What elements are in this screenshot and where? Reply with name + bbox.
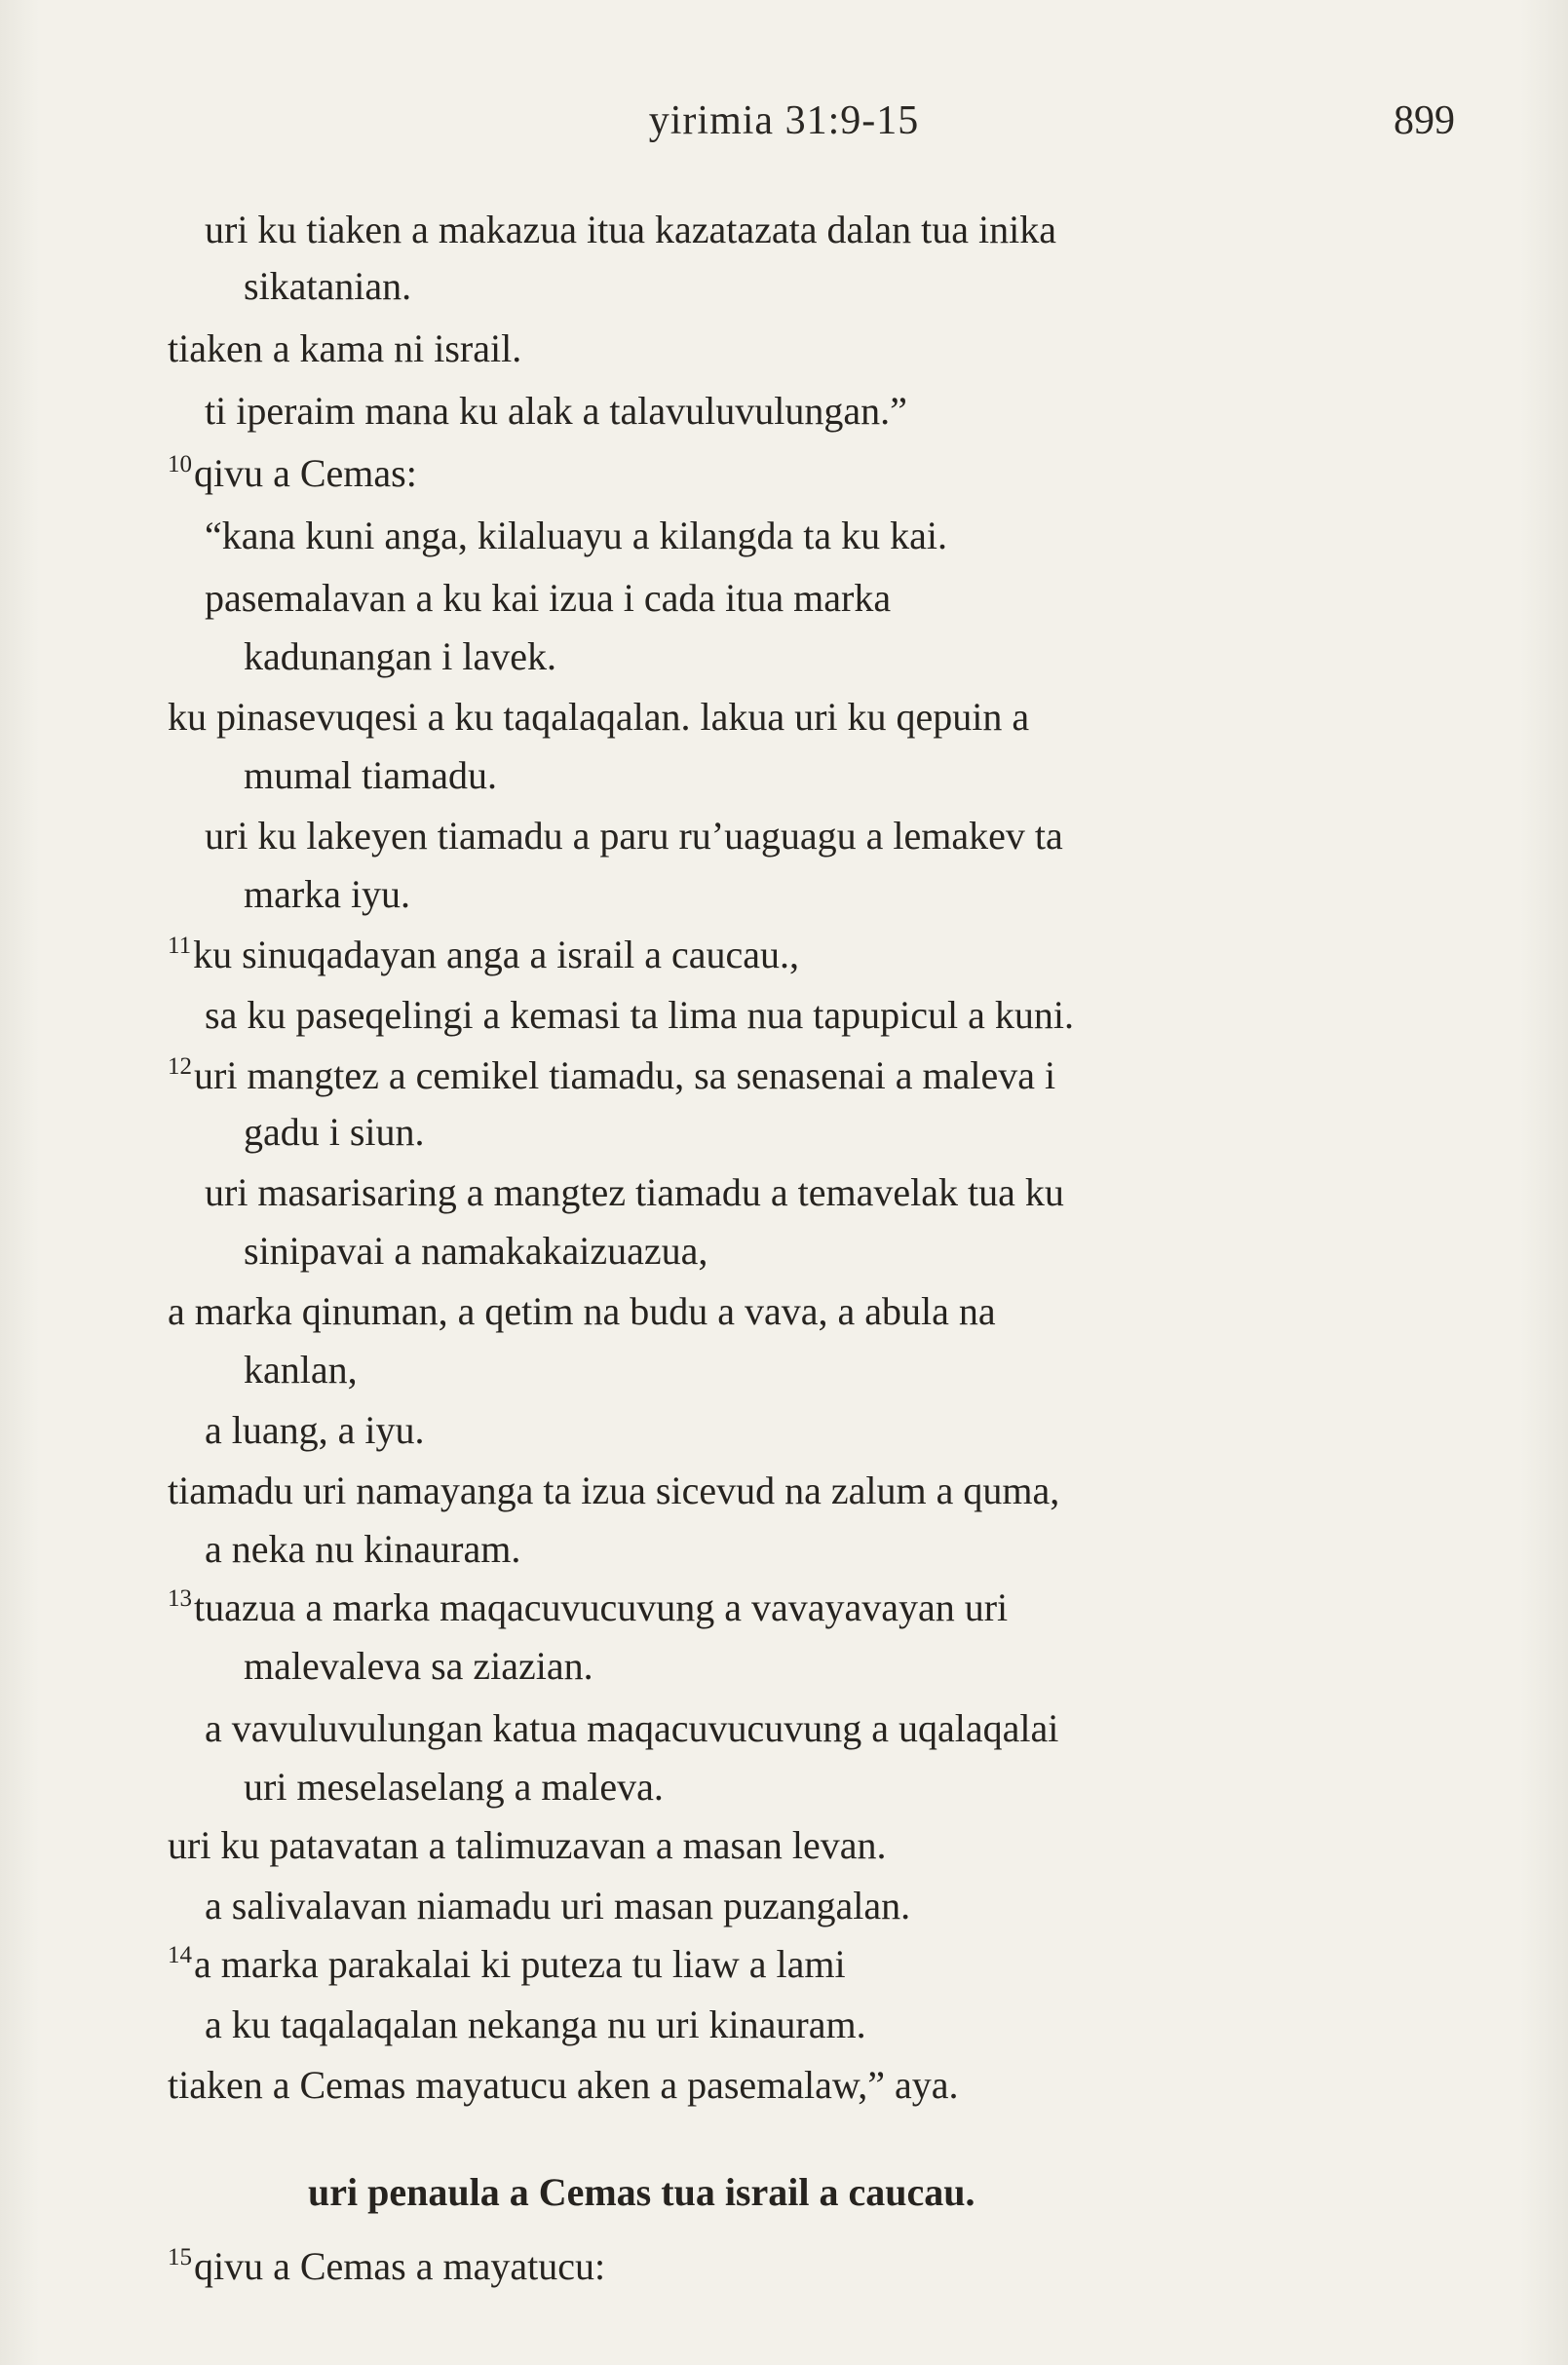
verse-line bbox=[168, 1822, 886, 1869]
verse-line bbox=[244, 871, 410, 918]
line-text: uri ku patavatan a talimuzavan a masan levan. bbox=[168, 1823, 887, 1867]
line-text: a vavuluvulungan katua maqacuvucuvung a uqalaqalai bbox=[205, 1706, 1059, 1750]
verse-line bbox=[168, 1288, 996, 1335]
verse-line bbox=[168, 2243, 605, 2296]
line-text: uri meselaselang a maleva. bbox=[244, 1765, 664, 1809]
line-text: mumal tiamadu. bbox=[244, 753, 497, 797]
line-text: uri mangtez a cemikel tiamadu, sa senasenai a maleva i bbox=[194, 1053, 1056, 1097]
verse-line bbox=[168, 1468, 1059, 1514]
section-heading bbox=[308, 2169, 975, 2216]
verse-line bbox=[168, 1584, 1008, 1637]
line-text: tiaken a Cemas mayatucu aken a pasemalaw,” aya. bbox=[168, 2063, 959, 2107]
verse-line bbox=[244, 263, 411, 310]
verse-line bbox=[205, 1526, 520, 1573]
verse-line bbox=[205, 1407, 425, 1454]
line-text: a marka parakalai ki puteza tu liaw a lami bbox=[194, 1942, 846, 1986]
line-text: a neka nu kinauram. bbox=[205, 1527, 521, 1571]
verse-line bbox=[205, 388, 907, 435]
line-text: uri ku tiaken a makazua itua kazatazata dalan tua inika bbox=[205, 208, 1057, 251]
verse-line bbox=[205, 992, 1074, 1039]
verse-line bbox=[168, 1052, 1055, 1105]
verse-line bbox=[205, 813, 1063, 859]
verse-line bbox=[205, 1883, 910, 1929]
verse-line bbox=[244, 1109, 425, 1156]
page-number: 899 bbox=[1394, 98, 1455, 143]
verse-number: 11 bbox=[168, 933, 192, 959]
line-text: ku sinuqadayan anga a israil a caucau., bbox=[193, 933, 800, 976]
line-text: tiaken a kama ni israil. bbox=[168, 326, 522, 370]
line-text: ti iperaim mana ku alak a talavuluvulungan.” bbox=[205, 389, 907, 433]
heading-text: uri penaula a Cemas tua israil a caucau. bbox=[308, 2170, 975, 2214]
line-text: qivu a Cemas: bbox=[194, 451, 417, 495]
line-text: tiamadu uri namayanga ta izua sicevud na zalum a quma, bbox=[168, 1469, 1060, 1512]
verse-line bbox=[168, 694, 1029, 741]
verse-line bbox=[168, 1941, 846, 1994]
line-text: ku pinasevuqesi a ku taqalaqalan. lakua uri ku qepuin a bbox=[168, 695, 1030, 739]
verse-line bbox=[205, 1169, 1064, 1216]
verse-line bbox=[244, 633, 556, 680]
verse-line bbox=[205, 575, 891, 622]
line-text: a ku taqalaqalan nekanga nu uri kinauram. bbox=[205, 2003, 866, 2046]
line-text: sinipavai a namakakaizuazua, bbox=[244, 1229, 708, 1273]
verse-line bbox=[168, 2062, 958, 2109]
verse-number: 10 bbox=[168, 451, 192, 477]
verse-line bbox=[244, 1347, 358, 1393]
verse-line bbox=[244, 752, 497, 799]
verse-number: 14 bbox=[168, 1942, 192, 1968]
verse-number: 13 bbox=[168, 1585, 192, 1612]
verse-line bbox=[168, 450, 417, 503]
line-text: tuazua a marka maqacuvucuvung a vavayavayan uri bbox=[194, 1585, 1009, 1629]
line-text: marka iyu. bbox=[244, 872, 411, 916]
running-header-title: yirimia 31:9-15 bbox=[648, 98, 920, 143]
verse-line bbox=[205, 513, 947, 559]
verse-line bbox=[244, 1643, 593, 1690]
verse-line bbox=[168, 325, 521, 372]
verse-line bbox=[205, 2002, 866, 2048]
verse-line bbox=[205, 207, 1056, 253]
line-text: qivu a Cemas a mayatucu: bbox=[194, 2244, 606, 2288]
line-text: a marka qinuman, a qetim na budu a vava, a abula na bbox=[168, 1289, 996, 1333]
verse-line bbox=[168, 932, 799, 984]
line-text: uri masarisaring a mangtez tiamadu a temavelak tua ku bbox=[205, 1170, 1064, 1214]
line-text: a luang, a iyu. bbox=[205, 1408, 425, 1452]
line-text: kadunangan i lavek. bbox=[244, 634, 556, 678]
line-text: a salivalavan niamadu uri masan puzangalan. bbox=[205, 1884, 911, 1927]
line-text: malevaleva sa ziazian. bbox=[244, 1644, 593, 1688]
line-text: pasemalavan a ku kai izua i cada itua marka bbox=[205, 576, 892, 620]
verse-line bbox=[244, 1228, 708, 1275]
line-text: sikatanian. bbox=[244, 264, 412, 308]
verse-number: 15 bbox=[168, 2244, 192, 2270]
line-text: gadu i siun. bbox=[244, 1110, 425, 1154]
line-text: uri ku lakeyen tiamadu a paru ru’uaguagu a lemakev ta bbox=[205, 814, 1063, 858]
line-text: sa ku paseqelingi a kemasi ta lima nua tapupicul a kuni. bbox=[205, 993, 1074, 1037]
line-text: “kana kuni anga, kilaluayu a kilangda ta ku kai. bbox=[205, 514, 947, 557]
verse-line bbox=[244, 1764, 664, 1811]
verse-number: 12 bbox=[168, 1053, 192, 1080]
line-text: kanlan, bbox=[244, 1348, 358, 1392]
verse-line bbox=[205, 1705, 1058, 1752]
